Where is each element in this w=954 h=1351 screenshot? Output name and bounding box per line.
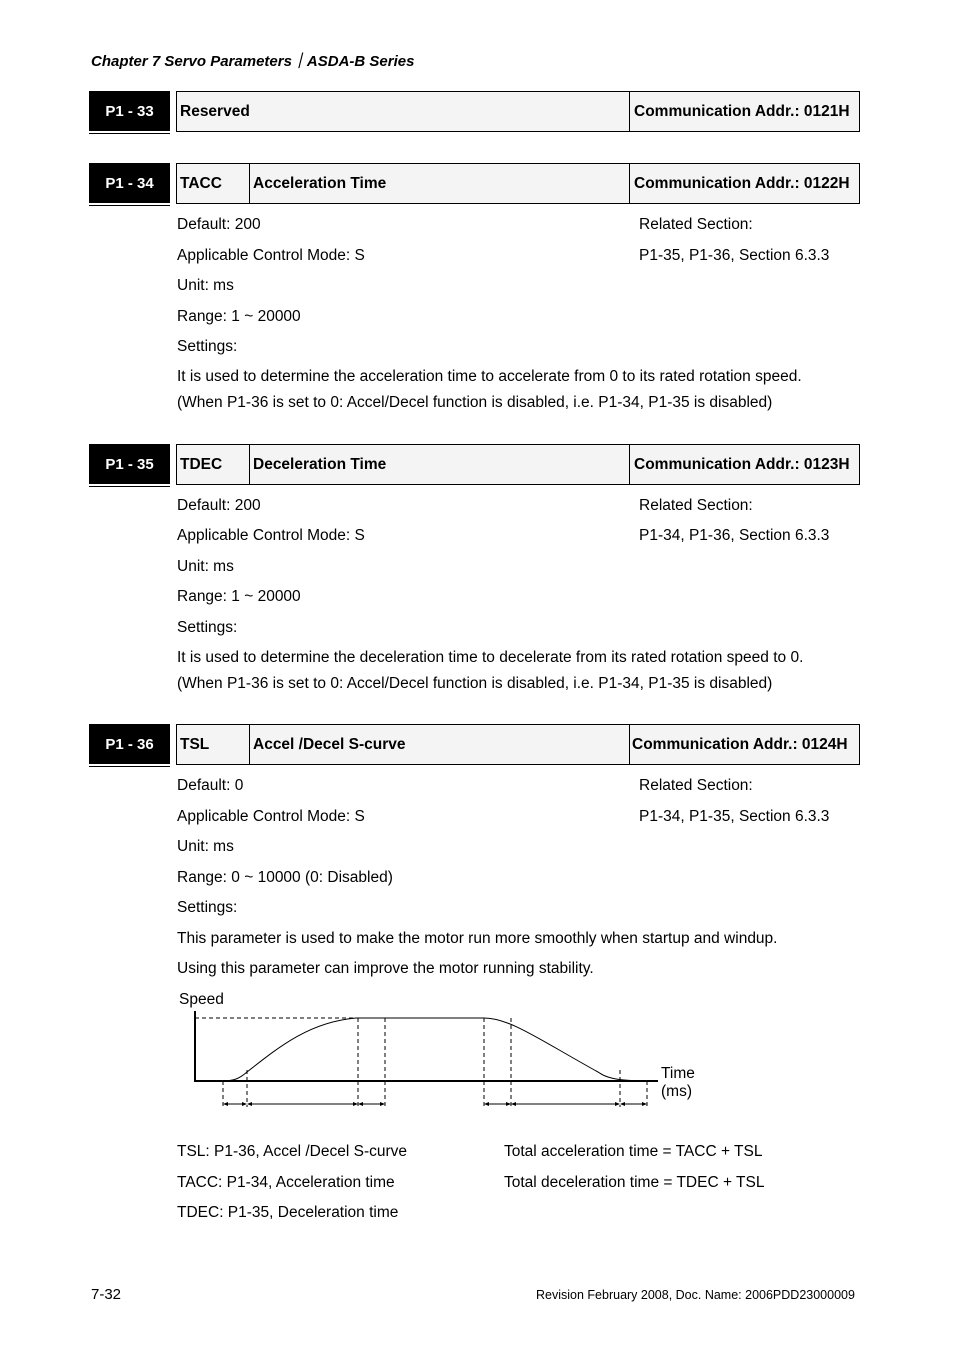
related-label: Related Section: [639,216,753,233]
param-addr: Communication Addr.: 0122H [634,174,850,192]
speed-label: Speed [179,991,224,1008]
range: Range: 0 ~ 10000 (0: Disabled) [177,869,393,886]
param-name: Reserved [180,102,250,120]
related-label: Related Section: [639,497,753,514]
param-name: Accel /Decel S-curve [253,735,406,753]
description: It is used to determine the deceleration time to decelerate from its rated rotation speed to 0. [177,649,804,666]
settings-label: Settings: [177,619,238,636]
default-value: Default: 0 [177,777,244,794]
unit: Unit: ms [177,558,234,575]
default-value: Default: 200 [177,497,261,514]
param-id-p1-35: P1 - 35 [89,444,170,484]
related-sections: P1-35, P1-36, Section 6.3.3 [639,247,830,264]
related-sections: P1-34, P1-36, Section 6.3.3 [639,527,830,544]
param-id-p1-34: P1 - 34 [89,163,170,203]
description-note: (When P1-36 is set to 0: Accel/Decel function is disabled, i.e. P1-34, P1-35 is disabled) [177,675,773,692]
revision-note: Revision February 2008, Doc. Name: 2006PDD23000009 [536,1288,855,1302]
range: Range: 1 ~ 20000 [177,588,301,605]
param-code: TSL [180,735,210,753]
related-label: Related Section: [639,777,753,794]
legend-tdec: TDEC: P1-35, Deceleration time [177,1204,399,1221]
param-name: Acceleration Time [253,174,387,192]
legend-tacc: TACC: P1-34, Acceleration time [177,1174,395,1191]
control-mode: Applicable Control Mode: S [177,247,365,264]
description-note: Using this parameter can improve the motor running stability. [177,960,594,977]
range: Range: 1 ~ 20000 [177,308,301,325]
legend-total-decel: Total deceleration time = TDEC + TSL [504,1174,765,1191]
param-addr: Communication Addr.: 0121H [634,102,850,120]
time-label: Time [661,1065,695,1082]
default-value: Default: 200 [177,216,261,233]
unit: Unit: ms [177,838,234,855]
s-curve [222,1018,650,1081]
param-id-p1-36: P1 - 36 [89,724,170,764]
legend-tsl: TSL: P1-36, Accel /Decel S-curve [177,1143,408,1160]
time-unit-label: (ms) [661,1083,692,1100]
control-mode: Applicable Control Mode: S [177,808,365,825]
description: It is used to determine the acceleration time to accelerate from 0 to its rated rotation speed. [177,368,802,385]
param-code: TACC [180,174,222,192]
chapter-header: Chapter 7 Servo Parameters｜ASDA-B Series [91,53,415,70]
settings-label: Settings: [177,338,238,355]
unit: Unit: ms [177,277,234,294]
control-mode: Applicable Control Mode: S [177,527,365,544]
param-id-p1-33: P1 - 33 [89,91,170,131]
description: This parameter is used to make the motor run more smoothly when startup and windup. [177,930,778,947]
page-number: 7-32 [91,1286,122,1303]
description-note: (When P1-36 is set to 0: Accel/Decel function is disabled, i.e. P1-34, P1-35 is disabled) [177,394,773,411]
legend-total-accel: Total acceleration time = TACC + TSL [504,1143,763,1160]
time-markers [223,1018,647,1107]
settings-label: Settings: [177,899,238,916]
param-addr: Communication Addr.: 0123H [634,455,850,473]
param-addr: Communication Addr.: 0124H [632,735,848,753]
param-name: Deceleration Time [253,455,387,473]
related-sections: P1-34, P1-35, Section 6.3.3 [639,808,830,825]
param-code: TDEC [180,455,223,473]
